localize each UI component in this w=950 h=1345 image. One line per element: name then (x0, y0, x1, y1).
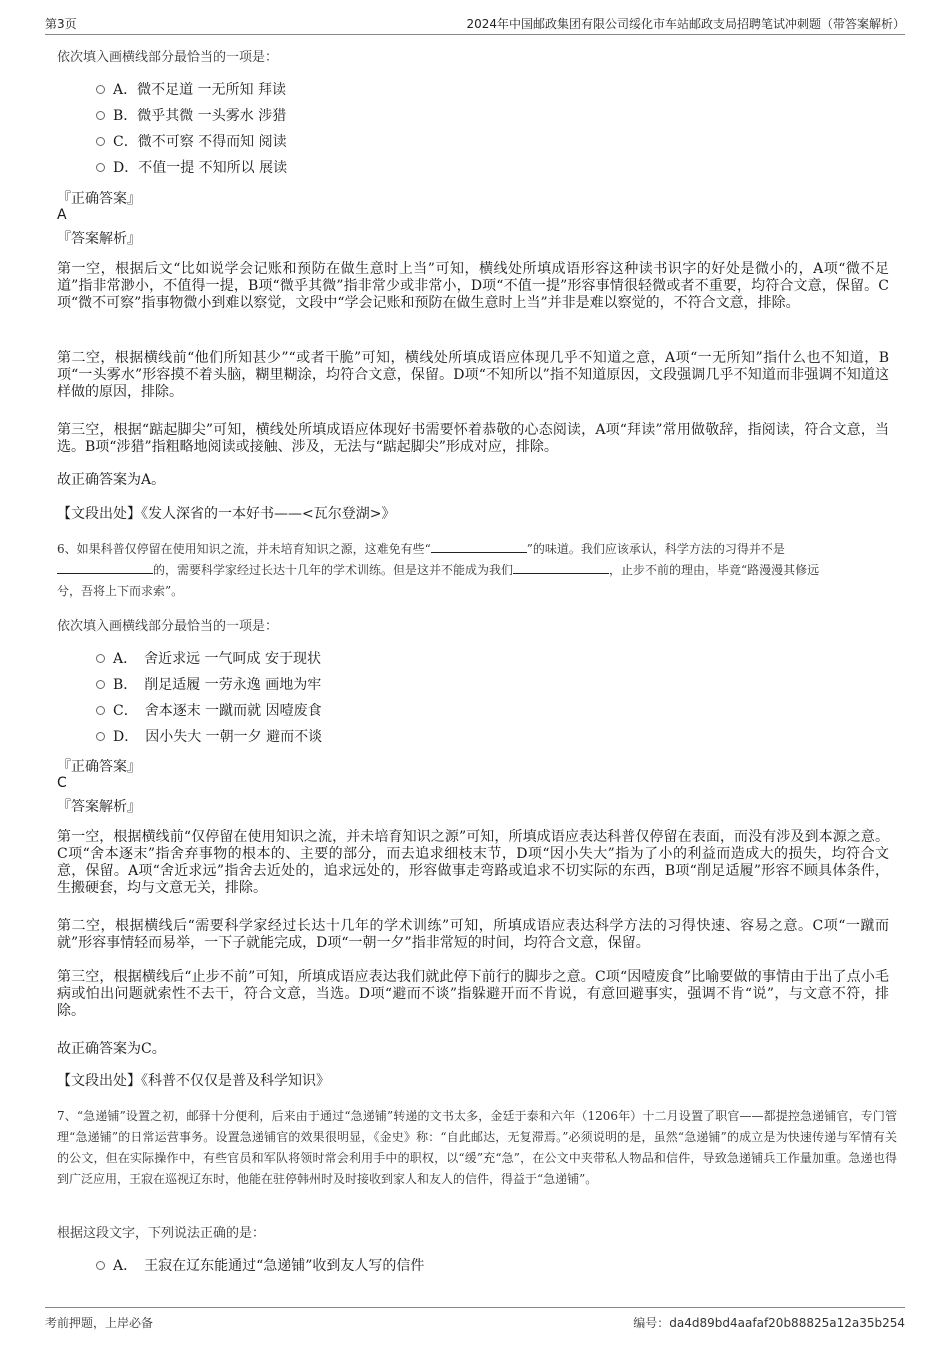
q7-prompt: 根据这段文字，下列说法正确的是： (57, 1226, 266, 1241)
radio-icon[interactable] (96, 732, 105, 741)
radio-icon[interactable] (96, 1261, 105, 1270)
page-header (45, 12, 905, 35)
q5-answer-label: 『正确答案』 (57, 191, 141, 207)
q5-analysis-p2: 第二空，根据横线前“他们所知甚少”“或者干脆”可知，横线处所填成语应体现几乎不知道之意，A项“一无所知”指什么也不知道，B项“一头雾水”形容摸不着头脑，糊里糊涂，均符合文意，保留。D项“不知所以”指不知道原因，文段强调几乎不知道而非强调不知道这样做的原因，排除。 (57, 350, 889, 400)
radio-icon[interactable] (96, 680, 105, 689)
radio-icon[interactable] (96, 85, 105, 94)
q5-analysis-p3: 第三空，根据“踮起脚尖”可知，横线处所填成语应体现好书需要怀着恭敬的心态阅读，A项“拜读”常用做敬辞，指阅读，符合文意，当选。B项“涉猎”指粗略地阅读或接触、涉及，无法与“踮起脚尖”形成对应，排除。 (57, 422, 889, 455)
fill-blank[interactable] (513, 561, 609, 574)
q7-stem: 7、“急递铺”设置之初，邮驿十分便利，后来由于通过“急递铺”转递的文书太多，金廷于泰和六年（1206年）十二月设置了职官——都提控急递铺官，专门管理“急递铺”的日常运营事务。设置急递铺官的效果很明显，《金史》称：“自此邮达，无复滞焉。”必须说明的是，虽然“急递铺”的成立是为快速传递与军情有关的公文，但在实际操作中，有些官员和军队将领时常会利用手中的职权，以“缓”充“急”，在公文中夹带私人物品和信件，导致急递铺兵工作量加重。急递也得到广泛应用，王寂在巡视辽东时，他能在驻停韩州时及时接收到家人和友人的信件，得益于“急递铺”。 (57, 1109, 897, 1186)
q6-analysis-label: 『答案解析』 (57, 799, 141, 815)
q5-analysis-p1: 第一空，根据后文“比如说学会记账和预防在做生意时上当”可知，横线处所填成语形容这种读书识字的好处是微小的，A项“微不足道”指非常渺小，不值得一提，B项“微乎其微”指非常少或非常小，D项“不值一提”形容事情很轻微或者不重要，均符合文意，保留。C项“微不可察”指事物微小到难以察觉，文段中“学会记账和预防在做生意时上当”并非是难以察觉的，不符合文意，排除。 (57, 261, 889, 311)
q6-analysis-p2: 第二空，根据横线后“需要科学家经过长达十几年的学术训练”可知，所填成语应表达科学方法的习得快速、容易之意。C项“一蹴而就”形容事情轻而易举，一下子就能完成，D项“一朝一夕”指非常短的时间，均符合文意，保留。 (57, 918, 889, 951)
q6-option-b[interactable]: B． 削足适履 一劳永逸 画地为牢 (96, 674, 321, 696)
q6-answer: C (57, 775, 67, 791)
q5-conclusion: 故正确答案为A。 (57, 472, 166, 488)
document-id: 编号：da4d89bd4aafaf20b88825a12a35b254 (633, 1316, 905, 1330)
q5-analysis-label: 『答案解析』 (57, 231, 141, 247)
document-title: 2024年中国邮政集团有限公司绥化市车站邮政支局招聘笔试冲刺题（带答案解析） (466, 17, 905, 31)
q6-answer-label: 『正确答案』 (57, 759, 141, 775)
q5-option-c[interactable]: C．微不可察 不得而知 阅读 (96, 131, 287, 153)
fill-blank[interactable] (57, 561, 153, 574)
q6-option-d[interactable]: D． 因小失大 一朝一夕 避而不谈 (96, 726, 322, 748)
footer-slogan: 考前押题，上岸必备 (45, 1316, 154, 1330)
q6-option-a[interactable]: A． 舍近求远 一气呵成 安于现状 (96, 648, 321, 670)
q5-prompt: 依次填入画横线部分最恰当的一项是： (57, 50, 279, 65)
page-number: 第3页 (45, 17, 77, 31)
radio-icon[interactable] (96, 163, 105, 172)
q5-option-d[interactable]: D．不值一提 不知所以 展读 (96, 157, 287, 179)
radio-icon[interactable] (96, 654, 105, 663)
q6-option-c[interactable]: C． 舍本逐末 一蹴而就 因噎废食 (96, 700, 322, 722)
q6-source: 【文段出处】《科普不仅仅是普及科学知识》 (57, 1073, 330, 1089)
radio-icon[interactable] (96, 137, 105, 146)
radio-icon[interactable] (96, 111, 105, 120)
q5-answer: A (57, 207, 67, 223)
fill-blank[interactable] (431, 540, 527, 553)
q6-stem: 6、如果科普仅停留在使用知识之流，并未培育知识之源，这难免有些“ ”的味道。我们应该承认，科学方法的习得并不是 的，需要科学家经过长达十几年的学术训练。但是这并不能成为我们 ，止步不前的理由，毕竟“路漫漫其修远 兮，吾将上下而求索”。 (57, 542, 820, 598)
q7-option-a[interactable]: A． 王寂在辽东能通过“急递铺”收到友人写的信件 (96, 1255, 424, 1277)
q5-option-a[interactable]: A．微不足道 一无所知 拜读 (96, 79, 286, 101)
q6-conclusion: 故正确答案为C。 (57, 1041, 166, 1057)
q6-analysis-p3: 第三空，根据横线后“止步不前”可知，所填成语应表达我们就此停下前行的脚步之意。C项“因噎废食”比喻要做的事情由于出了点小毛病或怕出问题就索性不去干，符合文意，当选。D项“避而不谈”指躲避开而不肯说，有意回避事实，强调不肯“说”，与文意不符，排除。 (57, 969, 889, 1019)
q6-prompt: 依次填入画横线部分最恰当的一项是： (57, 619, 279, 634)
q5-option-b[interactable]: B．微乎其微 一头雾水 涉猎 (96, 105, 286, 127)
page-footer (45, 1307, 905, 1330)
radio-icon[interactable] (96, 706, 105, 715)
q6-analysis-p1: 第一空，根据横线前“仅停留在使用知识之流，并未培育知识之源”可知，所填成语应表达科普仅停留在表面，而没有涉及到本源之意。C项“舍本逐末”指舍弃事物的根本的、主要的部分，而去追求细枝末节，D项“因小失大”指为了小的利益而造成大的损失，均符合文意，保留。A项“舍近求远”指舍去近处的，追求远处的，形容做事走弯路或追求不切实际的东西，B项“削足适履”形容不顾具体条件，生搬硬套，均与文意无关，排除。 (57, 829, 889, 896)
q5-source: 【文段出处】《发人深省的一本好书——<瓦尔登湖>》 (57, 506, 396, 522)
